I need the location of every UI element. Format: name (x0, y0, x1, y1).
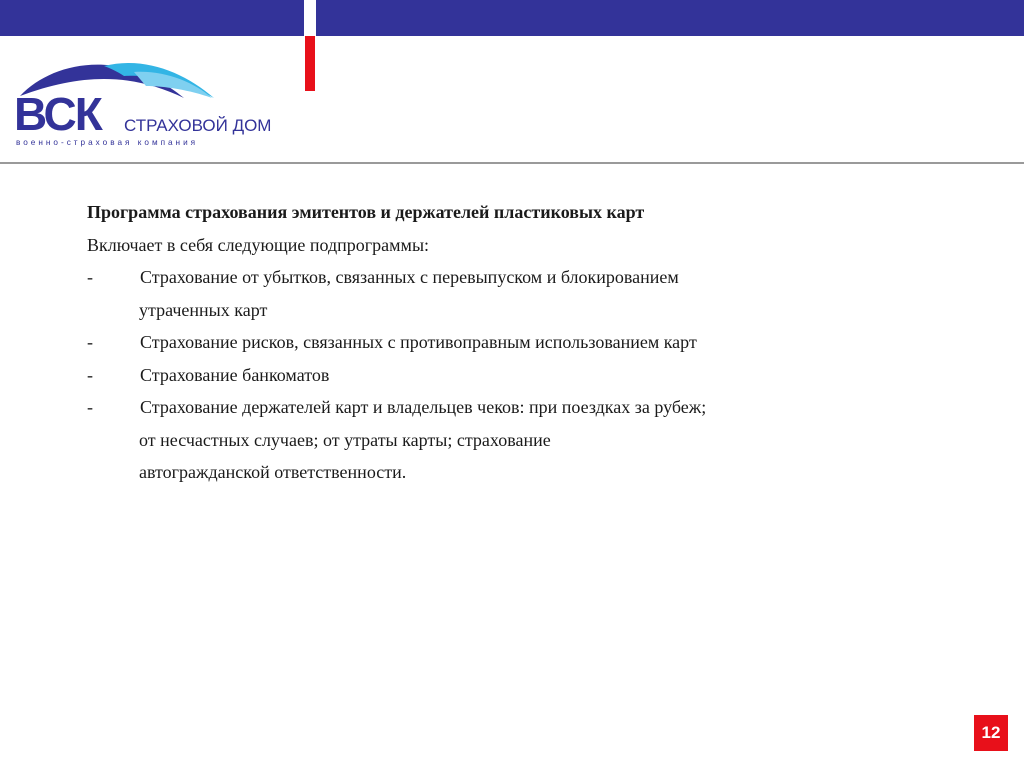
bullet-dash: - (87, 332, 93, 352)
logo-tagline: военно-страховая компания (16, 138, 199, 147)
list-item-continuation: утраченных карт (139, 299, 268, 320)
list-item (87, 391, 947, 424)
top-bar-left (0, 0, 304, 36)
red-accent-stripe (305, 36, 315, 91)
bullet-dash: - (87, 364, 93, 385)
list-item (87, 359, 947, 392)
list-item-continuation: от несчастных случаев; от утраты карты; страхование (139, 429, 551, 450)
list-item-text: Страхование рисков, связанных с противоправным использованием карт (140, 332, 697, 352)
list-item-text: Страхование банкоматов (140, 364, 330, 385)
slide-content (87, 196, 947, 489)
bullet-dash: - (87, 397, 93, 417)
content-heading: Программа страхования эмитентов и держателей пластиковых карт (87, 202, 645, 222)
top-bar-gap (304, 0, 316, 36)
list-item-text: Страхование от убытков, связанных с перевыпуском и блокированием (140, 267, 679, 287)
list-item-text: Страхование держателей карт и владельцев чеков: при поездках за рубеж; (140, 397, 707, 417)
header-divider (0, 162, 1024, 164)
logo-abbreviation: ВСК (14, 88, 101, 140)
top-bar-right (316, 0, 1024, 36)
list-item-continuation: автогражданской ответственности. (139, 462, 407, 482)
bullet-dash: - (87, 267, 93, 287)
list-item (87, 326, 947, 359)
page-number: 12 (974, 715, 1008, 751)
company-logo (14, 52, 304, 152)
logo-name: СТРАХОВОЙ ДОМ (124, 116, 272, 135)
list-item (87, 261, 947, 294)
content-intro: Включает в себя следующие подпрограммы: (87, 234, 430, 255)
vsk-logo-graphic (14, 52, 304, 152)
